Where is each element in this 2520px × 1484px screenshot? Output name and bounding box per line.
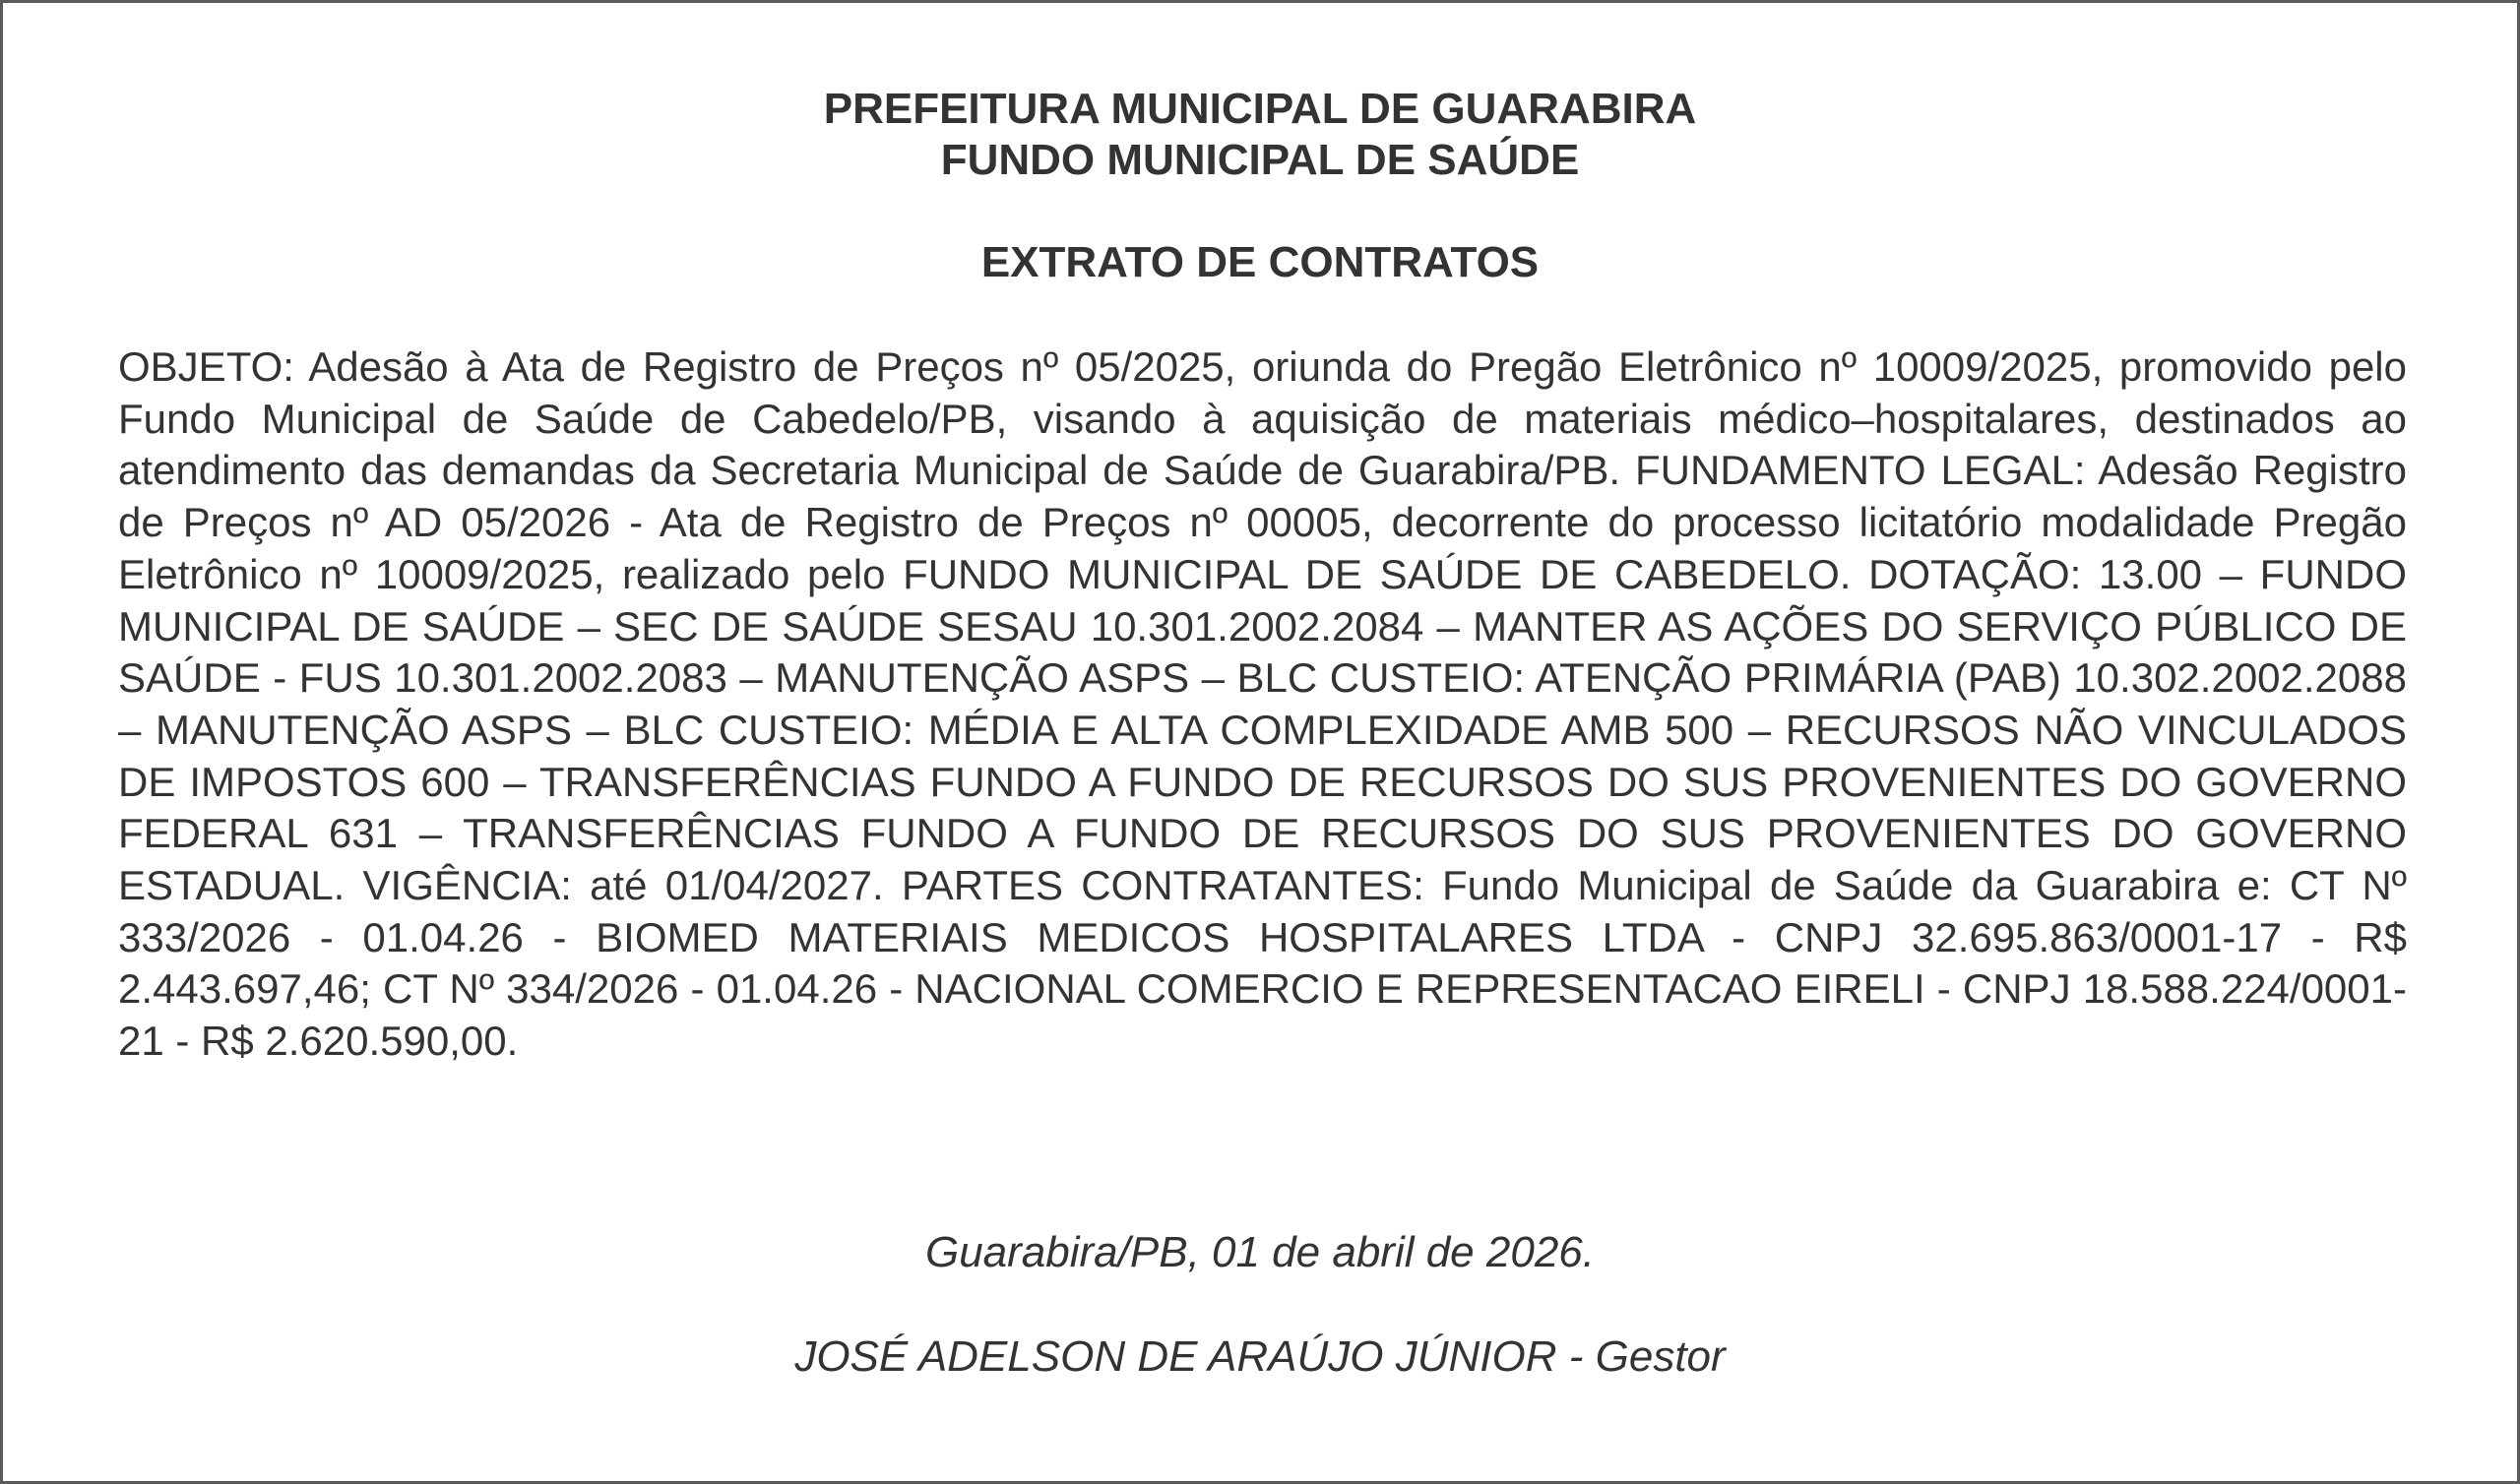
contract-extract-body: OBJETO: Adesão à Ata de Registro de Preços nº 05/2025, oriunda do Pregão Eletrônico nº 10009/2025, promovido pelo Fundo Municipal de Saúde de Cabedelo/PB, visando à aquisição de materiais médico–hospitalares, destinados ao atendimento das demandas da Secretaria Municipal de Saúde de Guarabira/PB. FUNDAMENTO LEGAL: Adesão Registro de Preços nº AD 05/2026 - Ata de Registro de Preços nº 00005, decorrente do processo licitatório modalidade Pregão Eletrônico nº 10009/2025, realizado pelo FUNDO MUNICIPAL DE SAÚDE DE CABEDELO. DOTAÇÃO: 13.00 – FUNDO MUNICIPAL DE SAÚDE – SEC DE SAÚDE SESAU 10.301.2002.2084 – MANTER AS AÇÕES DO SERVIÇO PÚBLICO DE SAÚDE - FUS 10.301.2002.2083 – MANUTENÇÃO ASPS – BLC CUSTEIO: ATENÇÃO PRIMÁRIA (PAB) 10.302.2002.2088 – MANUTENÇÃO ASPS – BLC CUSTEIO: MÉDIA E ALTA COMPLEXIDADE AMB 500 – RECURSOS NÃO VINCULADOS DE IMPOSTOS 600 – TRANSFERÊNCIAS FUNDO A FUNDO DE RECURSOS DO SUS PROVENIENTES DO GOVERNO FEDERAL 631 – TRANSFERÊNCIAS FUNDO A FUNDO DE RECURSOS DO SUS PROVENIENTES DO GOVERNO ESTADUAL. VIGÊNCIA: até 01/04/2027. PARTES CONTRATANTES: Fundo Municipal de Saúde da Guarabira e: CT Nº 333/2026 - 01.04.26 - BIOMED MATERIAIS MEDICOS HOSPITALARES LTDA - CNPJ 32.695.863/0001-17 - R$ 2.443.697,46; CT Nº 334/2026 - 01.04.26 - NACIONAL COMERCIO E REPRESENTACAO EIRELI - CNPJ 18.588.224/0001-21 - R$ 2.620.590,00. — [118, 343, 2407, 1065]
header-fund: FUNDO MUNICIPAL DE SAÚDE — [940, 136, 1580, 184]
header — [3, 84, 2517, 186]
header-municipality: PREFEITURA MUNICIPAL DE GUARABIRA — [823, 85, 1697, 133]
document-title: EXTRATO DE CONTRATOS — [980, 238, 1540, 286]
signature-line: JOSÉ ADELSON DE ARAÚJO JÚNIOR - Gestor — [794, 1332, 1726, 1381]
place-and-date: Guarabira/PB, 01 de abril de 2026. — [924, 1228, 1595, 1276]
